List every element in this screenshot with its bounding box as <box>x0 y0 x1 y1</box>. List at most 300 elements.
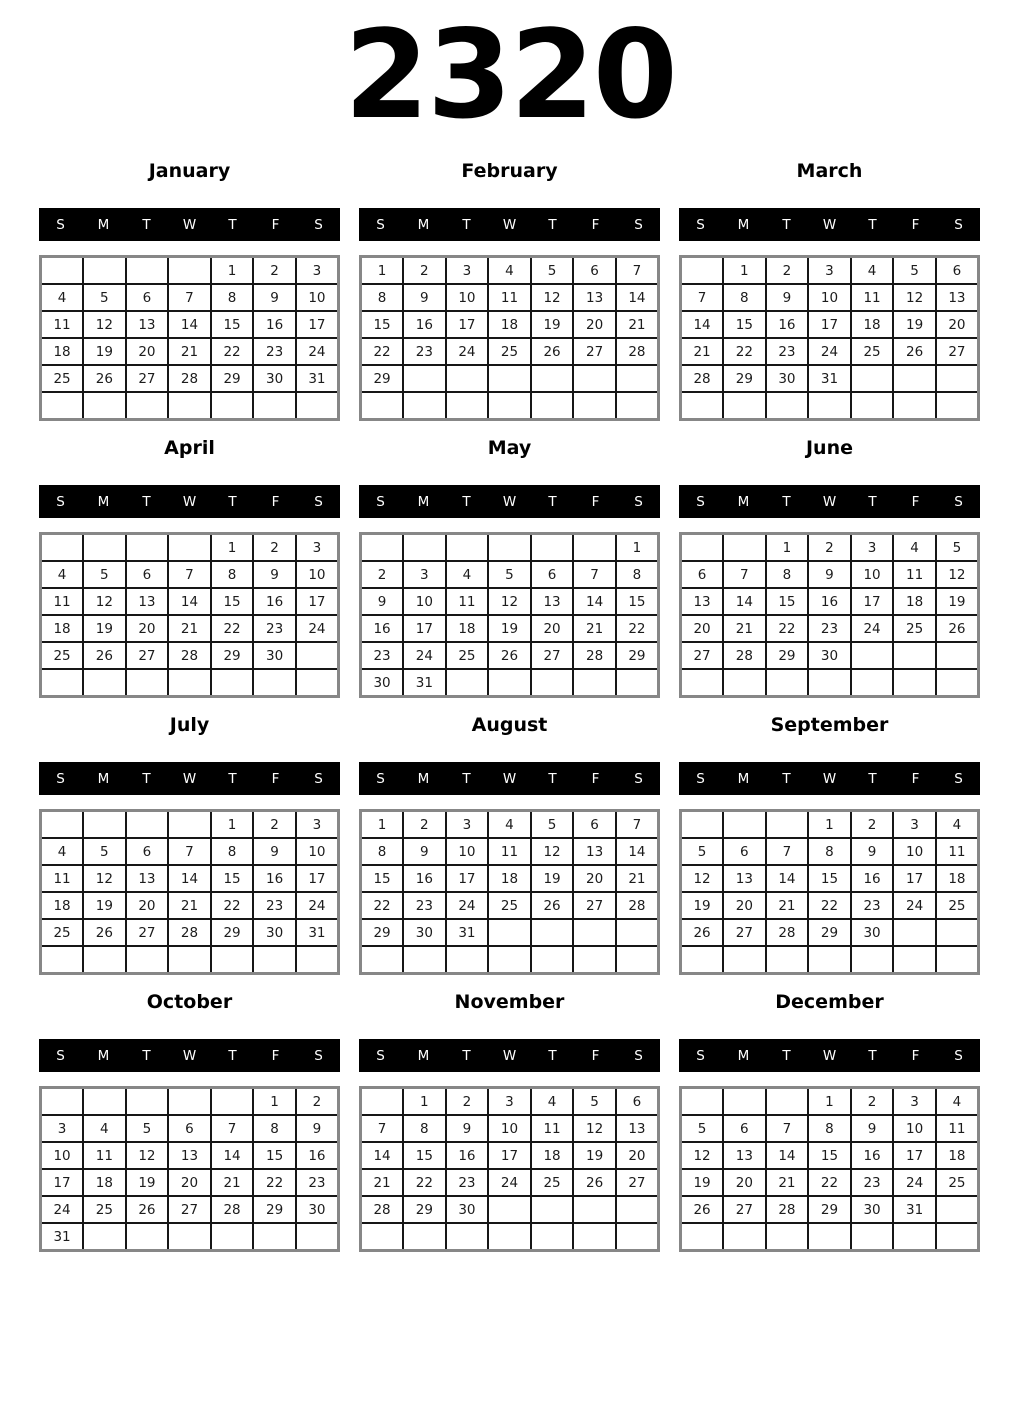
day-cell: 2 <box>851 811 894 839</box>
day-cell <box>361 1223 404 1251</box>
day-cell: 6 <box>573 811 616 839</box>
day-cell: 22 <box>616 615 659 642</box>
day-cell: 15 <box>211 588 254 615</box>
day-cell <box>126 811 169 839</box>
day-cell: 6 <box>126 284 169 311</box>
day-cell: 29 <box>403 1196 446 1223</box>
weekday-label: S <box>314 216 323 233</box>
day-cell <box>168 811 211 839</box>
day-cell: 19 <box>488 615 531 642</box>
week-row <box>681 1115 979 1142</box>
day-cell: 27 <box>531 642 574 669</box>
day-cell: 8 <box>616 561 659 588</box>
day-cell: 16 <box>851 1142 894 1169</box>
day-cell: 21 <box>573 615 616 642</box>
day-cell: 3 <box>851 534 894 562</box>
weekday-label: T <box>462 1047 471 1064</box>
day-cell <box>531 1196 574 1223</box>
day-cell <box>488 1223 531 1251</box>
day-cell: 18 <box>531 1142 574 1169</box>
weekday-label: W <box>502 1047 517 1064</box>
day-cell: 18 <box>936 1142 979 1169</box>
day-cell <box>531 392 574 420</box>
week-row <box>681 838 979 865</box>
day-cell <box>403 1223 446 1251</box>
week-row <box>41 642 339 669</box>
day-cell: 18 <box>41 338 84 365</box>
weekday-label: F <box>591 216 600 233</box>
day-cell: 9 <box>403 284 446 311</box>
day-cell: 14 <box>573 588 616 615</box>
day-cell <box>531 669 574 697</box>
day-cell: 23 <box>446 1169 489 1196</box>
day-cell: 2 <box>446 1088 489 1116</box>
day-cell: 27 <box>936 338 979 365</box>
day-cell: 18 <box>851 311 894 338</box>
weekday-label: F <box>591 493 600 510</box>
weekday-label: T <box>868 493 877 510</box>
day-cell: 8 <box>361 838 404 865</box>
weekday-label: W <box>822 493 837 510</box>
weekday-label: T <box>548 493 557 510</box>
day-cell: 18 <box>446 615 489 642</box>
day-cell <box>488 392 531 420</box>
day-cell <box>573 365 616 392</box>
weekday-label: W <box>182 1047 197 1064</box>
weekday-label: S <box>314 770 323 787</box>
week-row <box>361 615 659 642</box>
day-cell: 13 <box>126 311 169 338</box>
day-cell: 18 <box>83 1169 126 1196</box>
day-cell: 5 <box>936 534 979 562</box>
day-cell: 30 <box>808 642 851 669</box>
day-cell <box>126 946 169 974</box>
day-cell <box>488 365 531 392</box>
weekday-label: S <box>634 1047 643 1064</box>
day-cell: 5 <box>531 811 574 839</box>
day-cell: 7 <box>616 257 659 285</box>
day-cell <box>766 1088 809 1116</box>
weekday-label: M <box>97 493 110 510</box>
day-cell: 13 <box>936 284 979 311</box>
week-row <box>681 811 979 839</box>
month-days-table <box>39 809 340 975</box>
day-cell <box>446 946 489 974</box>
day-cell: 21 <box>616 865 659 892</box>
day-cell: 22 <box>361 892 404 919</box>
week-row <box>681 1169 979 1196</box>
day-cell <box>41 257 84 285</box>
day-cell <box>531 919 574 946</box>
weekday-header-bar <box>679 485 980 518</box>
weekday-label: T <box>142 770 151 787</box>
day-cell <box>531 946 574 974</box>
day-cell: 31 <box>808 365 851 392</box>
day-cell <box>41 1088 84 1116</box>
day-cell: 29 <box>361 365 404 392</box>
day-cell: 4 <box>531 1088 574 1116</box>
day-cell: 8 <box>253 1115 296 1142</box>
weekday-label: S <box>696 216 705 233</box>
day-cell: 8 <box>723 284 766 311</box>
day-cell: 23 <box>851 892 894 919</box>
month-block <box>359 714 660 975</box>
day-cell <box>168 257 211 285</box>
day-cell: 11 <box>446 588 489 615</box>
day-cell: 8 <box>766 561 809 588</box>
day-cell <box>361 1088 404 1116</box>
day-cell: 24 <box>851 615 894 642</box>
day-cell: 29 <box>723 365 766 392</box>
day-cell: 4 <box>488 811 531 839</box>
day-cell: 5 <box>573 1088 616 1116</box>
day-cell: 26 <box>681 919 724 946</box>
weekday-label: M <box>97 770 110 787</box>
weekday-label: S <box>634 216 643 233</box>
day-cell: 13 <box>126 865 169 892</box>
day-cell <box>403 946 446 974</box>
day-cell: 23 <box>253 615 296 642</box>
month-block <box>679 437 980 698</box>
day-cell: 2 <box>403 257 446 285</box>
day-cell: 29 <box>211 642 254 669</box>
day-cell <box>168 534 211 562</box>
day-cell <box>573 669 616 697</box>
day-cell: 15 <box>403 1142 446 1169</box>
weekday-label: T <box>228 216 237 233</box>
day-cell: 24 <box>446 892 489 919</box>
day-cell <box>723 534 766 562</box>
week-row <box>681 669 979 697</box>
weekday-label: S <box>696 493 705 510</box>
day-cell: 15 <box>361 311 404 338</box>
weekday-label: F <box>911 1047 920 1064</box>
day-cell: 29 <box>211 919 254 946</box>
day-cell <box>83 1223 126 1251</box>
day-cell: 16 <box>766 311 809 338</box>
day-cell <box>936 1196 979 1223</box>
day-cell: 28 <box>361 1196 404 1223</box>
week-row <box>681 284 979 311</box>
day-cell: 7 <box>616 811 659 839</box>
day-cell: 19 <box>83 892 126 919</box>
day-cell <box>851 669 894 697</box>
week-row <box>361 865 659 892</box>
day-cell: 27 <box>126 642 169 669</box>
day-cell <box>41 811 84 839</box>
week-row <box>361 811 659 839</box>
day-cell: 27 <box>723 1196 766 1223</box>
day-cell: 12 <box>573 1115 616 1142</box>
week-row <box>41 919 339 946</box>
months-grid <box>0 160 1020 1252</box>
day-cell: 7 <box>168 838 211 865</box>
day-cell: 12 <box>681 865 724 892</box>
day-cell: 13 <box>723 1142 766 1169</box>
day-cell: 4 <box>936 1088 979 1116</box>
day-cell: 28 <box>168 365 211 392</box>
day-cell: 31 <box>41 1223 84 1251</box>
day-cell: 3 <box>893 811 936 839</box>
day-cell: 25 <box>488 338 531 365</box>
month-days-table <box>679 809 980 975</box>
month-name: November <box>454 991 565 1013</box>
day-cell: 9 <box>851 838 894 865</box>
month-days-table <box>359 809 660 975</box>
weekday-header-bar <box>679 208 980 241</box>
month-days-table <box>359 1086 660 1252</box>
day-cell: 1 <box>361 257 404 285</box>
weekday-label: T <box>228 770 237 787</box>
weekday-label: W <box>502 770 517 787</box>
week-row <box>361 946 659 974</box>
day-cell: 1 <box>361 811 404 839</box>
day-cell <box>403 534 446 562</box>
weekday-header-bar <box>359 208 660 241</box>
day-cell <box>808 1223 851 1251</box>
day-cell <box>361 392 404 420</box>
weekday-label: T <box>548 216 557 233</box>
day-cell: 20 <box>126 615 169 642</box>
day-cell <box>126 257 169 285</box>
day-cell: 6 <box>573 257 616 285</box>
weekday-label: T <box>228 493 237 510</box>
day-cell: 26 <box>83 919 126 946</box>
day-cell: 7 <box>681 284 724 311</box>
week-row <box>681 588 979 615</box>
day-cell: 2 <box>253 811 296 839</box>
day-cell: 29 <box>766 642 809 669</box>
day-cell: 7 <box>168 284 211 311</box>
day-cell: 24 <box>893 1169 936 1196</box>
day-cell <box>211 946 254 974</box>
month-block <box>39 991 340 1252</box>
month-days-table <box>359 532 660 698</box>
day-cell: 7 <box>168 561 211 588</box>
day-cell: 24 <box>893 892 936 919</box>
day-cell <box>531 1223 574 1251</box>
day-cell: 13 <box>616 1115 659 1142</box>
day-cell: 15 <box>211 311 254 338</box>
day-cell: 11 <box>936 838 979 865</box>
day-cell: 18 <box>41 615 84 642</box>
weekday-label: T <box>868 216 877 233</box>
month-name: July <box>169 714 210 736</box>
day-cell: 14 <box>361 1142 404 1169</box>
month-days-body <box>41 534 339 697</box>
day-cell: 15 <box>723 311 766 338</box>
day-cell: 9 <box>851 1115 894 1142</box>
day-cell <box>253 669 296 697</box>
day-cell: 4 <box>83 1115 126 1142</box>
day-cell: 3 <box>296 811 339 839</box>
weekday-label: M <box>737 216 750 233</box>
day-cell: 18 <box>488 865 531 892</box>
day-cell: 21 <box>766 892 809 919</box>
month-days-table <box>39 1086 340 1252</box>
day-cell: 29 <box>211 365 254 392</box>
day-cell <box>936 946 979 974</box>
day-cell: 2 <box>296 1088 339 1116</box>
day-cell <box>488 946 531 974</box>
day-cell <box>766 669 809 697</box>
day-cell: 14 <box>168 311 211 338</box>
day-cell <box>723 1223 766 1251</box>
day-cell: 19 <box>681 1169 724 1196</box>
day-cell: 22 <box>403 1169 446 1196</box>
day-cell: 16 <box>446 1142 489 1169</box>
day-cell: 13 <box>531 588 574 615</box>
day-cell: 8 <box>361 284 404 311</box>
day-cell: 24 <box>808 338 851 365</box>
day-cell: 2 <box>361 561 404 588</box>
week-row <box>681 946 979 974</box>
day-cell: 25 <box>488 892 531 919</box>
day-cell: 26 <box>936 615 979 642</box>
day-cell: 4 <box>488 257 531 285</box>
month-days-body <box>41 1088 339 1251</box>
month-name: March <box>796 160 863 182</box>
day-cell: 17 <box>446 311 489 338</box>
day-cell: 26 <box>573 1169 616 1196</box>
weekday-header-bar <box>679 1039 980 1072</box>
day-cell <box>681 946 724 974</box>
day-cell: 8 <box>808 1115 851 1142</box>
weekday-label: S <box>954 493 963 510</box>
day-cell: 6 <box>126 561 169 588</box>
weekday-label: M <box>417 770 430 787</box>
day-cell: 17 <box>851 588 894 615</box>
week-row <box>361 838 659 865</box>
weekday-label: F <box>591 770 600 787</box>
day-cell <box>723 1088 766 1116</box>
day-cell: 18 <box>893 588 936 615</box>
weekday-label: M <box>417 1047 430 1064</box>
day-cell: 7 <box>361 1115 404 1142</box>
day-cell: 29 <box>361 919 404 946</box>
day-cell <box>488 1196 531 1223</box>
week-row <box>681 615 979 642</box>
day-cell <box>936 392 979 420</box>
day-cell: 18 <box>488 311 531 338</box>
day-cell: 25 <box>936 892 979 919</box>
day-cell: 7 <box>766 1115 809 1142</box>
day-cell: 27 <box>573 892 616 919</box>
day-cell: 14 <box>616 838 659 865</box>
month-days-body <box>41 257 339 420</box>
day-cell: 19 <box>531 865 574 892</box>
day-cell: 13 <box>723 865 766 892</box>
day-cell: 31 <box>893 1196 936 1223</box>
day-cell <box>573 1196 616 1223</box>
day-cell: 28 <box>573 642 616 669</box>
weekday-label: S <box>56 216 65 233</box>
day-cell: 16 <box>296 1142 339 1169</box>
day-cell <box>211 1088 254 1116</box>
day-cell <box>488 919 531 946</box>
day-cell: 16 <box>808 588 851 615</box>
day-cell: 30 <box>253 919 296 946</box>
day-cell: 18 <box>41 892 84 919</box>
day-cell: 8 <box>211 838 254 865</box>
weekday-header-bar <box>39 762 340 795</box>
day-cell <box>851 642 894 669</box>
day-cell <box>893 365 936 392</box>
day-cell: 30 <box>851 919 894 946</box>
day-cell: 15 <box>361 865 404 892</box>
day-cell: 5 <box>488 561 531 588</box>
day-cell: 21 <box>211 1169 254 1196</box>
day-cell: 18 <box>936 865 979 892</box>
week-row <box>41 561 339 588</box>
day-cell: 3 <box>446 257 489 285</box>
month-name: January <box>148 160 231 182</box>
day-cell: 1 <box>403 1088 446 1116</box>
month-days-table <box>359 255 660 421</box>
weekday-label: S <box>696 1047 705 1064</box>
week-row <box>41 365 339 392</box>
day-cell: 25 <box>936 1169 979 1196</box>
weekday-label: S <box>376 493 385 510</box>
day-cell: 15 <box>253 1142 296 1169</box>
day-cell <box>168 1088 211 1116</box>
week-row <box>681 865 979 892</box>
week-row <box>41 257 339 285</box>
week-row <box>41 811 339 839</box>
day-cell <box>296 946 339 974</box>
day-cell <box>936 919 979 946</box>
day-cell: 25 <box>851 338 894 365</box>
day-cell: 17 <box>41 1169 84 1196</box>
month-days-body <box>41 811 339 974</box>
weekday-label: F <box>271 1047 280 1064</box>
month-days-body <box>681 257 979 420</box>
day-cell: 13 <box>126 588 169 615</box>
day-cell: 16 <box>403 311 446 338</box>
weekday-header-bar <box>39 485 340 518</box>
week-row <box>681 1196 979 1223</box>
day-cell <box>83 1088 126 1116</box>
weekday-label: M <box>417 493 430 510</box>
day-cell: 26 <box>126 1196 169 1223</box>
day-cell: 27 <box>616 1169 659 1196</box>
week-row <box>681 392 979 420</box>
day-cell <box>681 1223 724 1251</box>
weekday-label: M <box>737 770 750 787</box>
day-cell <box>531 534 574 562</box>
month-block <box>679 160 980 421</box>
day-cell: 1 <box>211 534 254 562</box>
weekday-label: F <box>911 216 920 233</box>
day-cell: 29 <box>808 1196 851 1223</box>
month-days-table <box>679 1086 980 1252</box>
day-cell <box>211 1223 254 1251</box>
day-cell <box>616 919 659 946</box>
month-name: May <box>487 437 532 459</box>
day-cell: 10 <box>296 284 339 311</box>
day-cell: 24 <box>446 338 489 365</box>
day-cell <box>41 534 84 562</box>
day-cell <box>168 1223 211 1251</box>
day-cell: 12 <box>681 1142 724 1169</box>
day-cell: 22 <box>253 1169 296 1196</box>
week-row <box>361 1142 659 1169</box>
day-cell: 6 <box>531 561 574 588</box>
day-cell: 21 <box>681 338 724 365</box>
day-cell: 9 <box>766 284 809 311</box>
day-cell: 10 <box>446 284 489 311</box>
weekday-label: T <box>142 216 151 233</box>
